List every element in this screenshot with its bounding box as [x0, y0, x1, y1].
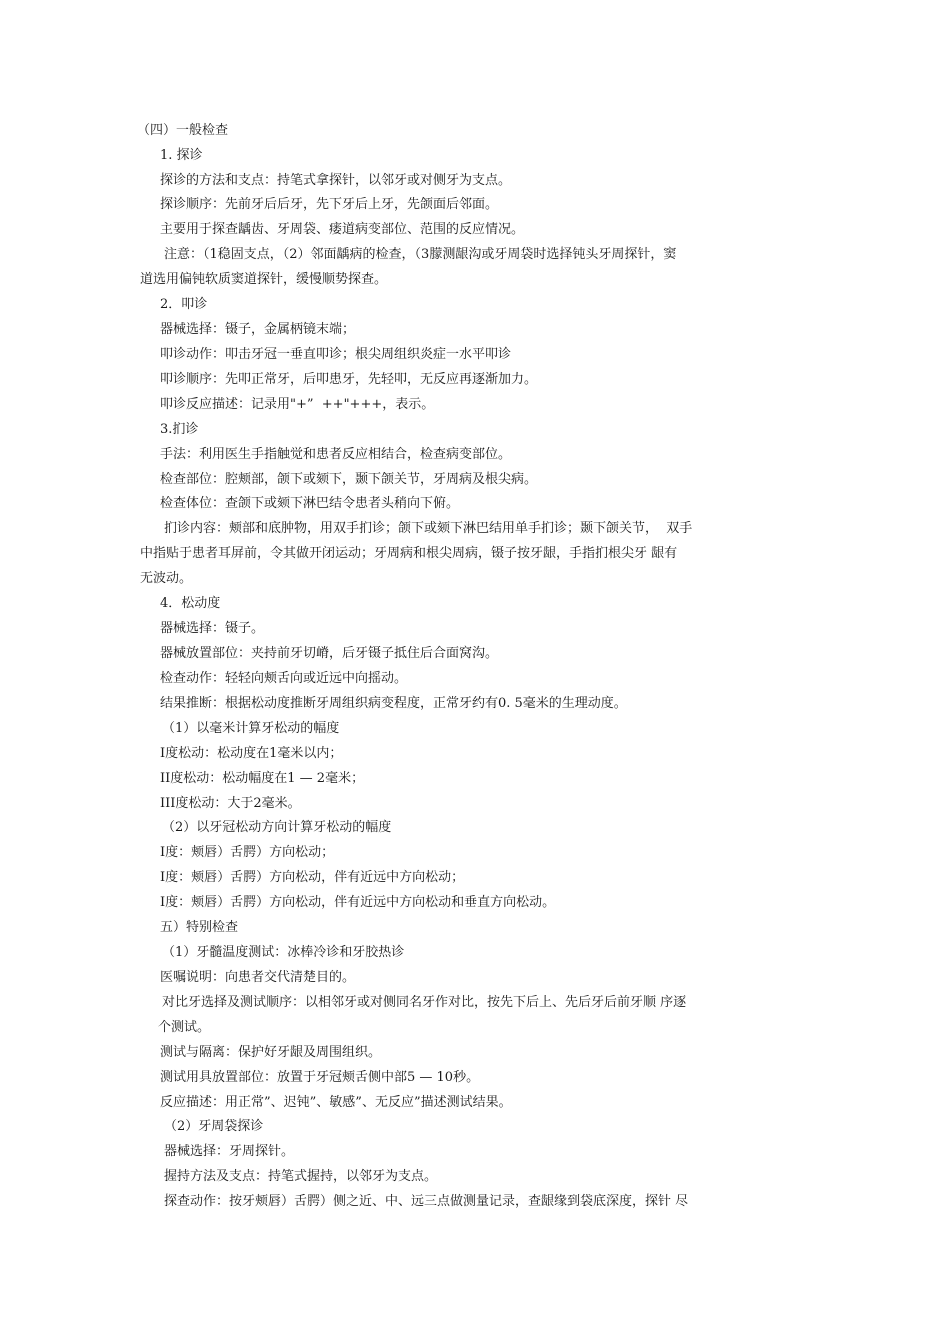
- text-line: 医嘱说明：向患者交代清楚目的。: [160, 970, 356, 985]
- text-line: 测试用具放置部位：放置于牙冠颊舌侧中部5 — 10秒。: [160, 1070, 480, 1085]
- text-line: 叩诊反应描述：记录用"+” ++"+++，表示。: [160, 397, 435, 412]
- text-line: 检查动作：轻轻向颊舌向或近远中向摇动。: [160, 671, 408, 686]
- text-line: II度松动：松动幅度在1 — 2毫米；: [160, 771, 365, 786]
- text-line: 主要用于探查龋齿、牙周袋、瘘道病变部位、范围的反应情况。: [160, 222, 525, 237]
- section-heading: 五）特别检查: [160, 920, 239, 935]
- text-line: 道选用偏钝软质窦道探针，缓慢顺势探查。: [140, 272, 388, 287]
- text-line: （2）以牙冠松动方向计算牙松动的幅度: [162, 820, 392, 835]
- text-line: 反应描述：用正常”、迟钝”、敏感”、无反应”描述测试结果。: [160, 1095, 512, 1110]
- text-line: I度松动：松动度在1毫米以内；: [160, 746, 343, 761]
- text-line: I度：颊唇）舌腭）方向松动；: [160, 845, 335, 860]
- subsection-heading: 2．叩诊: [160, 297, 208, 312]
- text-line: 结果推断：根据松动度推断牙周组织病变程度，正常牙约有0. 5毫米的生理动度。: [160, 696, 627, 711]
- text-line: 器械放置部位：夹持前牙切嵴，后牙镊子抵住后合面窝沟。: [160, 646, 499, 661]
- text-line: I度：颊唇）舌腭）方向松动，伴有近远中方向松动；: [160, 870, 465, 885]
- text-line: 个测试。: [158, 1020, 211, 1035]
- text-line: 手法：利用医生手指触觉和患者反应相结合，检查病变部位。: [160, 447, 512, 462]
- text-line: I度：颊唇）舌腭）方向松动，伴有近远中方向松动和垂直方向松动。: [160, 895, 556, 910]
- text-line: （1）牙髓温度测试：冰棒冷诊和牙胶热诊: [162, 945, 405, 960]
- text-line: 检查体位：查颌下或颏下淋巴结令患者头稍向下俯。: [160, 496, 460, 511]
- text-line: 叩诊动作：叩击牙冠一垂直叩诊；根尖周组织炎症一水平叩诊: [160, 347, 512, 362]
- text-line: 对比牙选择及测试顺序：以相邻牙或对侧同名牙作对比，按先下后上、先后牙后前牙顺 序逐: [162, 995, 687, 1010]
- text-line: 扪诊内容：颊部和底肿物，用双手扪诊；颌下或颏下淋巴结用单手扪诊；颞下颌关节， 双手: [164, 521, 693, 536]
- text-line: 检查部位：腔颊部，颌下或颏下，颞下颌关节，牙周病及根尖病。: [160, 472, 538, 487]
- text-line: 测试与隔离：保护好牙龈及周围组织。: [160, 1045, 382, 1060]
- subsection-heading: 1. 探诊: [160, 148, 203, 163]
- section-heading: （四）一般检查: [137, 123, 229, 138]
- text-line: 器械选择：镊子。: [160, 621, 265, 636]
- text-line: 探诊的方法和支点：持笔式拿探针，以邻牙或对侧牙为支点。: [160, 173, 512, 188]
- text-line: 注意：（1稳固支点，（2）邻面龋病的检查，（3朦测龈沟或牙周袋时选择钝头牙周探针，窦: [164, 247, 677, 262]
- text-line: （1）以毫米计算牙松动的幅度: [162, 721, 340, 736]
- text-line: 探诊顺序：先前牙后后牙，先下牙后上牙，先颌面后邻面。: [160, 197, 499, 212]
- text-line: 叩诊顺序：先叩正常牙，后叩患牙，先轻叩，无反应再逐渐加力。: [160, 372, 538, 387]
- text-line: 器械选择：镊子，金属柄镜末端；: [160, 322, 356, 337]
- text-line: 中指贴于患者耳屏前，令其做开闭运动；牙周病和根尖周病，镊子按牙龈，手指扪根尖牙 龈有: [140, 546, 678, 561]
- text-line: III度松动：大于2毫米。: [160, 796, 301, 811]
- subsection-heading: 4．松动度: [160, 596, 221, 611]
- text-line: 握持方法及支点：持笔式握持，以邻牙为支点。: [164, 1169, 438, 1184]
- text-line: 无波动。: [140, 571, 193, 586]
- text-line: 探查动作：按牙颊唇）舌腭）侧之近、中、远三点做测量记录，查龈缘到袋底深度，探针 尽: [164, 1194, 689, 1209]
- subsection-heading: 3.扪诊: [160, 422, 199, 437]
- text-line: （2）牙周袋探诊: [164, 1119, 264, 1134]
- text-line: 器械选择：牙周探针。: [164, 1144, 295, 1159]
